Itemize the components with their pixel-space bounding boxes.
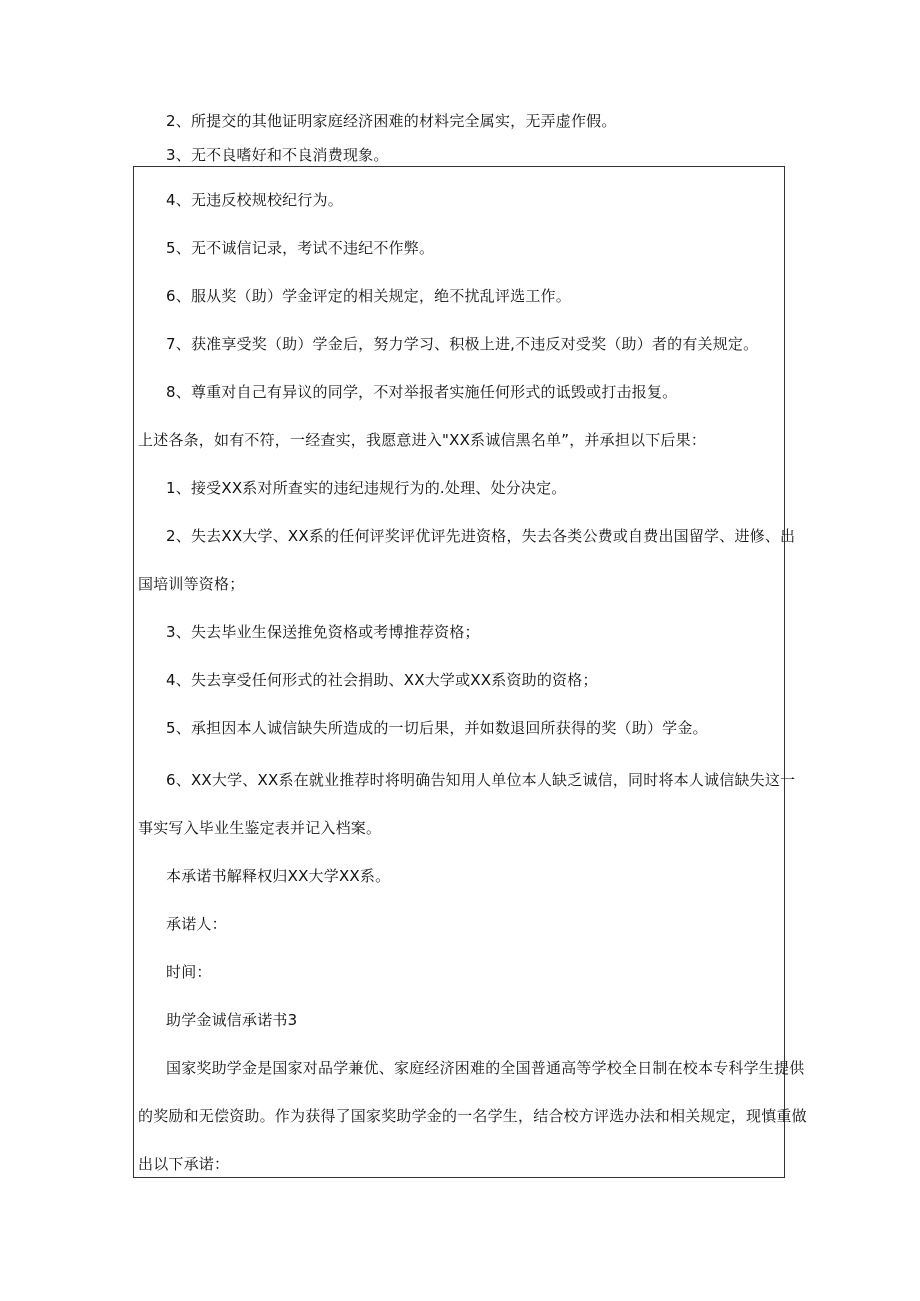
section-title: 助学金诚信承诺书3: [166, 1011, 298, 1029]
consequence-6: 6、XX大学、XX系在就业推荐时将明确告知用人单位本人缺乏诚信，同时将本人诚信缺失这一: [166, 771, 796, 789]
consequence-6-cont: 事实写入毕业生鉴定表并记入档案。: [138, 819, 382, 837]
pledge-item-2: 2、所提交的其他证明家庭经济困难的材料完全属实，无弄虚作假。: [166, 112, 617, 130]
intro-paragraph-line-3: 出以下承诺：: [138, 1155, 230, 1173]
pledge-item-6: 6、服从奖（助）学金评定的相关规定，绝不扰乱评选工作。: [166, 287, 571, 305]
consequence-1: 1、接受XX系对所查实的违纪违规行为的.处理、处分决定。: [166, 479, 567, 497]
consequence-2: 2、失去XX大学、XX系的任何评奖评优评先进资格，失去各类公费或自费出国留学、进修、出: [166, 527, 796, 545]
pledge-item-7: 7、获准享受奖（助）学金后，努力学习、积极上进,不违反对受奖（助）者的有关规定。: [166, 335, 759, 353]
consequence-4: 4、失去享受任何形式的社会捐助、XX大学或XX系资助的资格；: [166, 671, 598, 689]
consequence-3: 3、失去毕业生保送推免资格或考博推荐资格；: [166, 623, 480, 641]
consequences-intro: 上述各条，如有不符，一经查实，我愿意进入"XX系诚信黑名单”，并承担以下后果：: [138, 431, 707, 449]
consequence-2-cont: 国培训等资格；: [138, 575, 245, 593]
pledge-item-3: 3、无不良嗜好和不良消费现象。: [166, 146, 389, 164]
consequence-5: 5、承担因本人诚信缺失所造成的一切后果，并如数退回所获得的奖（助）学金。: [166, 719, 708, 737]
pledge-item-4: 4、无违反校规校纪行为。: [166, 191, 343, 209]
date-label: 时间：: [166, 963, 212, 981]
pledge-item-8: 8、尊重对自己有异议的同学，不对举报者实施任何形式的诋毁或打击报复。: [166, 383, 678, 401]
intro-paragraph-line-1: 国家奖助学金是国家对品学兼优、家庭经济困难的全国普通高等学校全日制在校本专科学生提供: [166, 1059, 805, 1077]
pledge-item-5: 5、无不诚信记录，考试不违纪不作弊。: [166, 239, 435, 257]
signer-label: 承诺人：: [166, 915, 227, 933]
interpretation-note: 本承诺书解释权归XX大学XX系。: [166, 867, 391, 885]
intro-paragraph-line-2: 的奖励和无偿资助。作为获得了国家奖助学金的一名学生，结合校方评选办法和相关规定，现慎重做: [138, 1107, 807, 1125]
